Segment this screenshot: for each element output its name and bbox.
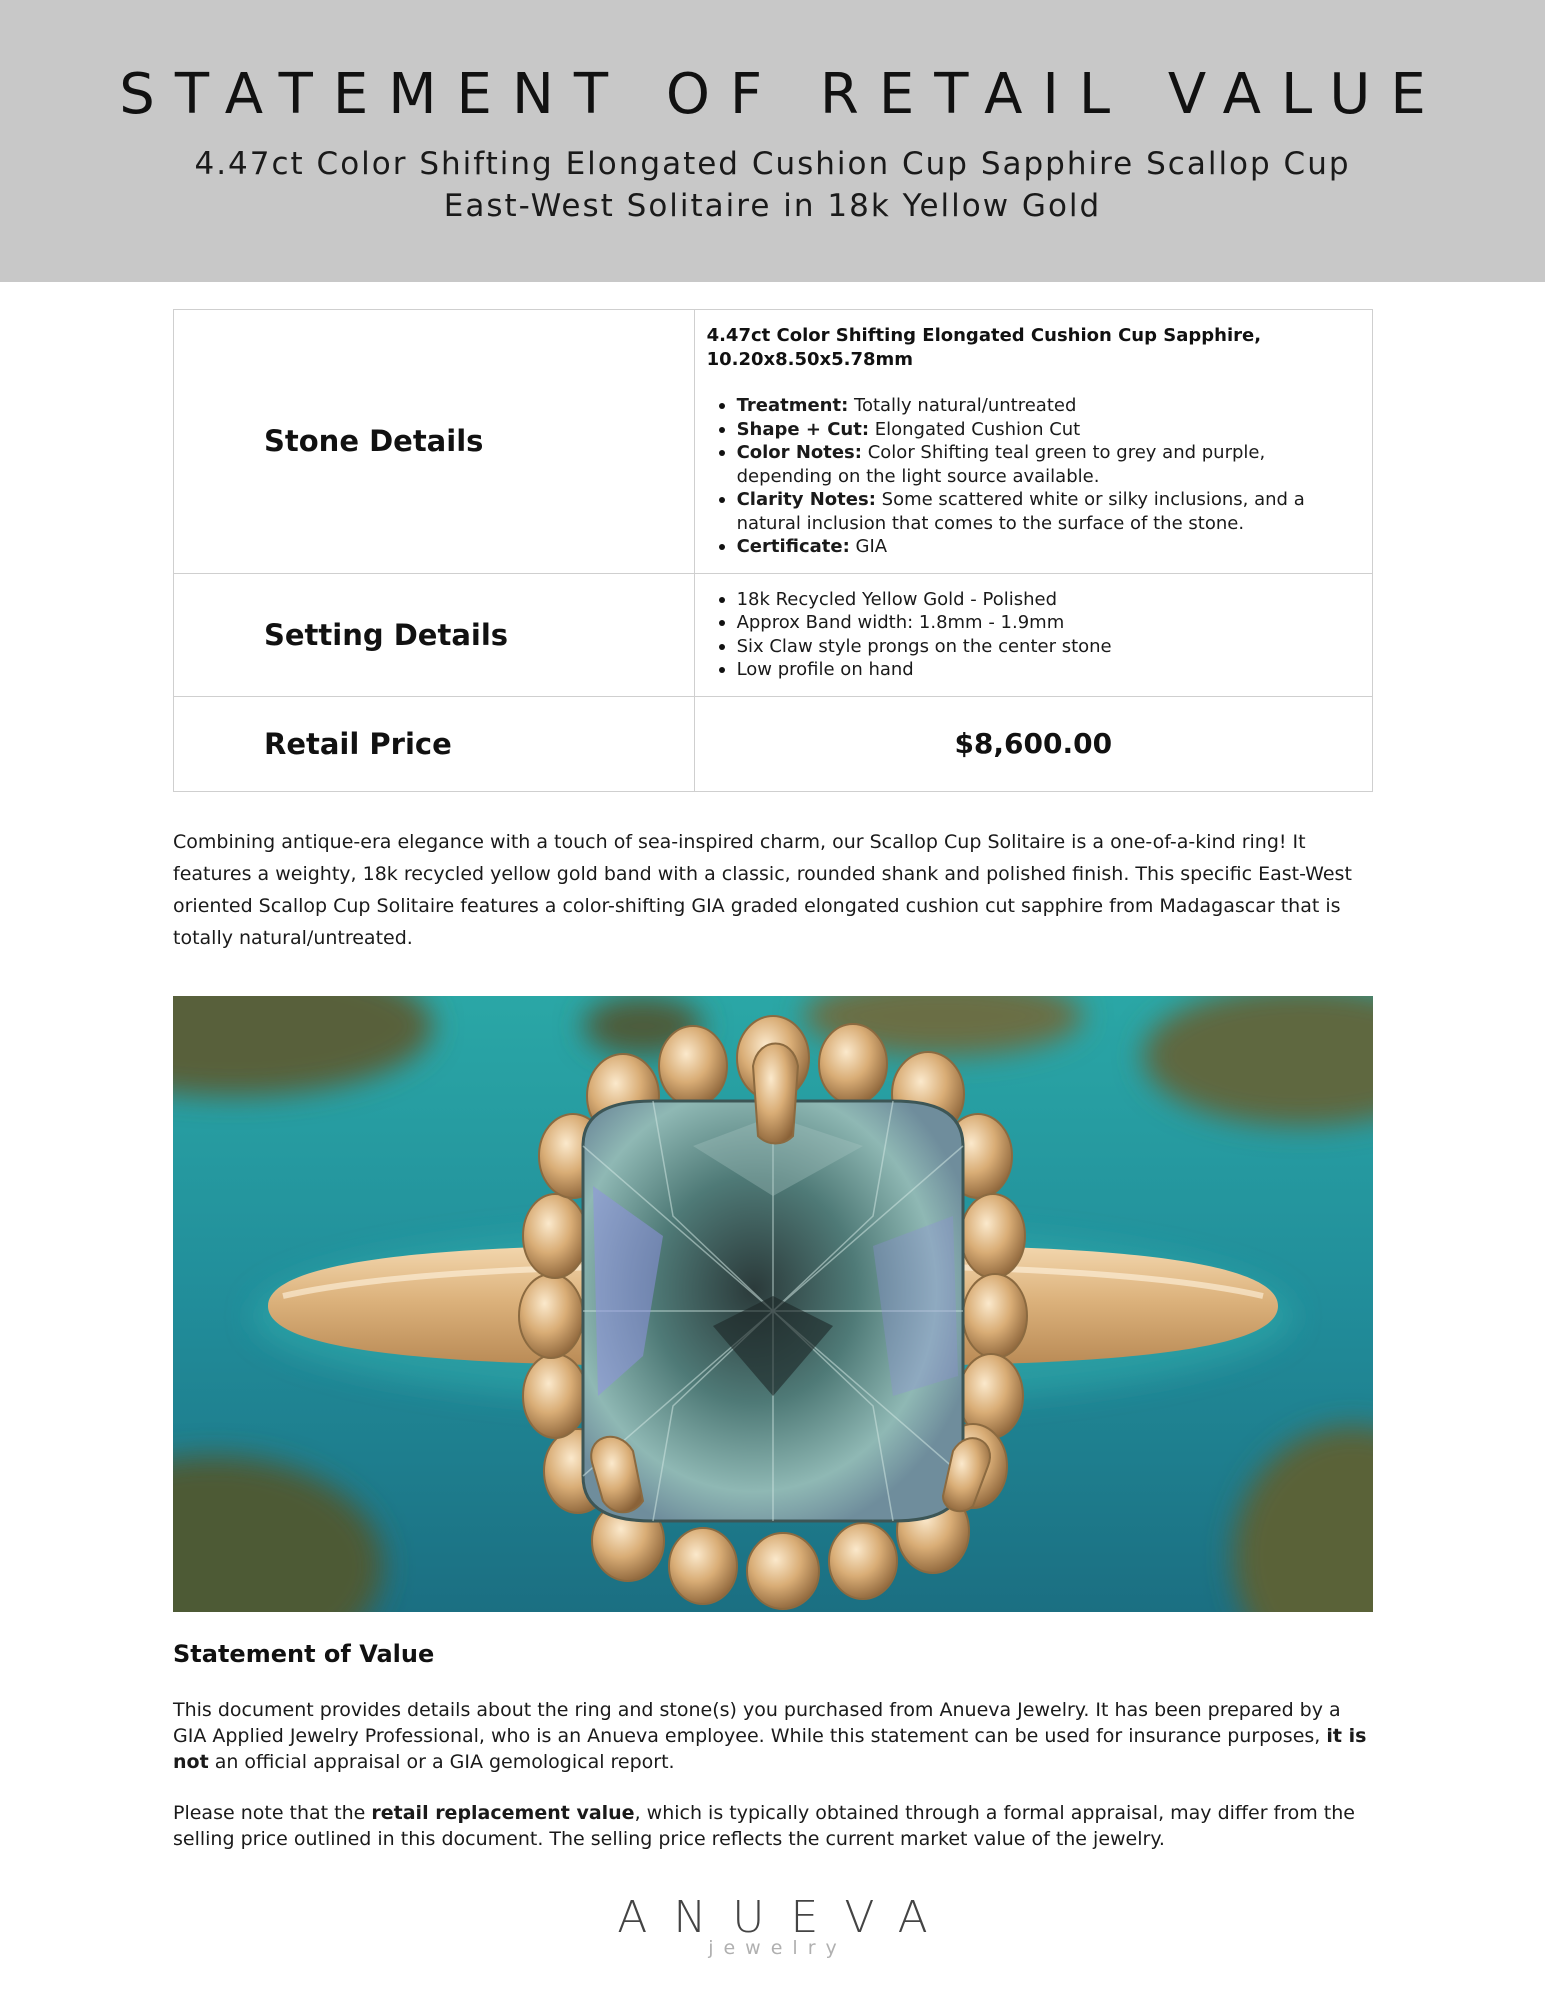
statement-emphasis: retail replacement value [371, 1802, 635, 1824]
setting-details-value-cell [694, 573, 1372, 696]
statement-emphasis: it is not [173, 1725, 1367, 1773]
detail-value: Some scattered white or silky inclusions, and a natural inclusion that comes to the surface of the stone. [736, 489, 1305, 534]
setting-detail-item: 18k Recycled Yellow Gold - Polished [707, 588, 1334, 612]
header-banner [0, 0, 1545, 282]
detail-value: Color Shifting teal green to grey and purple, depending on the light source available. [736, 442, 1266, 487]
statement-of-value-title: Statement of Value [173, 1640, 435, 1668]
setting-details-list [707, 588, 1334, 682]
setting-detail-item: Six Claw style prongs on the center stone [707, 635, 1334, 659]
logo-subtitle: jewelry [708, 1937, 847, 1959]
stone-detail-item [707, 535, 1334, 559]
retail-price-label: Retail Price [264, 726, 452, 761]
ring-photo-illustration [173, 996, 1373, 1612]
stone-details-list [707, 394, 1334, 559]
retail-price-row [174, 696, 1373, 791]
detail-value: Totally natural/untreated [854, 395, 1077, 416]
logo-wordmark: ANUEVA [617, 1892, 954, 1943]
details-table [173, 309, 1373, 792]
detail-key: Treatment: [736, 395, 849, 416]
retail-price-value: $8,600.00 [694, 696, 1372, 791]
stone-details-value-cell [694, 310, 1372, 574]
setting-details-label: Setting Details [264, 617, 509, 652]
stone-details-row [174, 310, 1373, 574]
statement-text: an official appraisal or a GIA gemological report. [208, 1751, 675, 1773]
setting-details-row [174, 573, 1373, 696]
ring-photo [173, 996, 1373, 1612]
statement-paragraph-1 [173, 1697, 1378, 1775]
anueva-logo [0, 1892, 1545, 1959]
stone-detail-item [707, 488, 1334, 535]
statement-paragraph-2 [173, 1800, 1378, 1852]
statement-text: Please note that the [173, 1802, 372, 1824]
stone-detail-item [707, 394, 1334, 418]
detail-value: GIA [855, 536, 888, 557]
stone-heading: 4.47ct Color Shifting Elongated Cushion Cup Sapphire, 10.20x8.50x5.78mm [706, 325, 1262, 370]
stone-detail-item [707, 418, 1334, 442]
statement-text: This document provides details about the ring and stone(s) you purchased from Anueva Jewelry. It has been prepared by a GIA Applied Jewelry Professional, who is an Anueva employee. While this statement can be used for insurance purposes, [173, 1699, 1341, 1747]
retail-price-label-cell [174, 696, 695, 791]
detail-key: Clarity Notes: [736, 489, 876, 510]
document-subtitle: 4.47ct Color Shifting Elongated Cushion Cup Sapphire Scallop Cup East-West Solitaire in 18k Yellow Gold [194, 146, 1351, 224]
detail-value: Elongated Cushion Cut [874, 418, 1081, 440]
detail-key: Shape + Cut: [736, 418, 870, 440]
stone-detail-item [707, 441, 1334, 488]
setting-detail-item: Approx Band width: 1.8mm - 1.9mm [707, 611, 1334, 635]
detail-key: Color Notes: [736, 442, 862, 463]
setting-detail-item: Low profile on hand [707, 658, 1334, 682]
stone-details-label-cell [174, 310, 695, 574]
document-title: STATEMENT OF RETAIL VALUE [119, 62, 1446, 127]
statement-text: , which is typically obtained through a formal appraisal, may differ from the selling price outlined in this document. The selling price reflects the current market value of the jewelry. [173, 1802, 1355, 1850]
setting-details-label-cell [174, 573, 695, 696]
detail-key: Certificate: [736, 536, 850, 557]
intro-paragraph: Combining antique-era elegance with a touch of sea-inspired charm, our Scallop Cup Solitaire is a one-of-a-kind ring! It features a weighty, 18k recycled yellow gold band with a classic, rounded shank and polished finish. This specific East-West oriented Scallop Cup Solitaire features a color-shifting GIA graded elongated cushion cut sapphire from Madagascar that is totally natural/untreated. [173, 831, 1352, 949]
stone-details-label: Stone Details [264, 424, 484, 459]
